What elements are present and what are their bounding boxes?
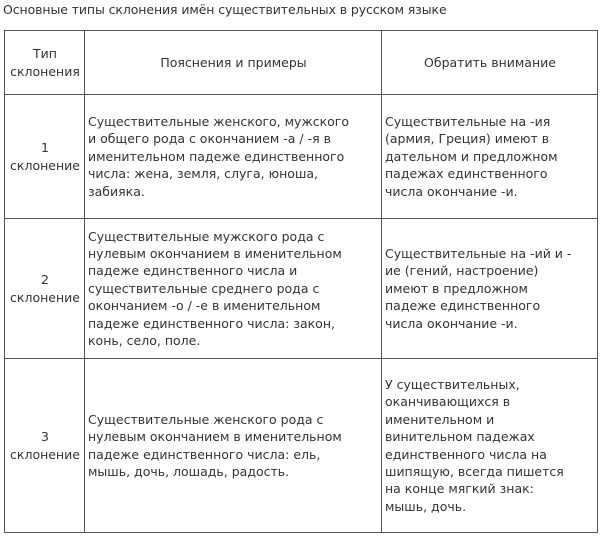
header-notice: Обратить внимание: [382, 31, 598, 95]
notice-cell: Существительные на -ия (армия, Греция) имеют в дательном и предложном падежах единственного числа окончание -и.: [382, 95, 598, 219]
explanation-cell: Существительные женского рода с нулевым окончанием в именительном падеже единственного числа: ель, мышь, дочь, лошадь, радость.: [85, 359, 382, 533]
header-type: Тип склонения: [5, 31, 85, 95]
table-row: [5, 219, 598, 359]
explanation-cell: Существительные женского, мужского и общего рода с окончанием -а / -я в именительном падеже единственного числа: жена, земля, слуга, юноша, забияка.: [85, 95, 382, 219]
table-row: [5, 359, 598, 533]
declension-type-cell: 1 склонение: [5, 95, 85, 219]
declension-type-cell: 3 склонение: [5, 359, 85, 533]
declension-table: [4, 30, 598, 533]
table-caption: Основные типы склонения имён существительных в русском языке: [3, 2, 447, 17]
notice-cell: Существительные на -ий и - ие (гений, настроение) имеют в предложном падеже единственного числа окончание -и.: [382, 219, 598, 359]
declension-type-cell: 2 склонение: [5, 219, 85, 359]
header-explanations: Пояснения и примеры: [85, 31, 382, 95]
table-row: [5, 95, 598, 219]
notice-cell: У существительных, оканчивающихся в именительном и винительном падежах единственного числа на шипящую, всегда пишется на конце мягкий знак: мышь, дочь.: [382, 359, 598, 533]
table-header-row: [5, 31, 598, 95]
explanation-cell: Существительные мужского рода с нулевым окончанием в именительном падеже единственного числа и существительные среднего рода с окончанием -о / -е в именительном падеже единственного числа: закон, конь, село, поле.: [85, 219, 382, 359]
